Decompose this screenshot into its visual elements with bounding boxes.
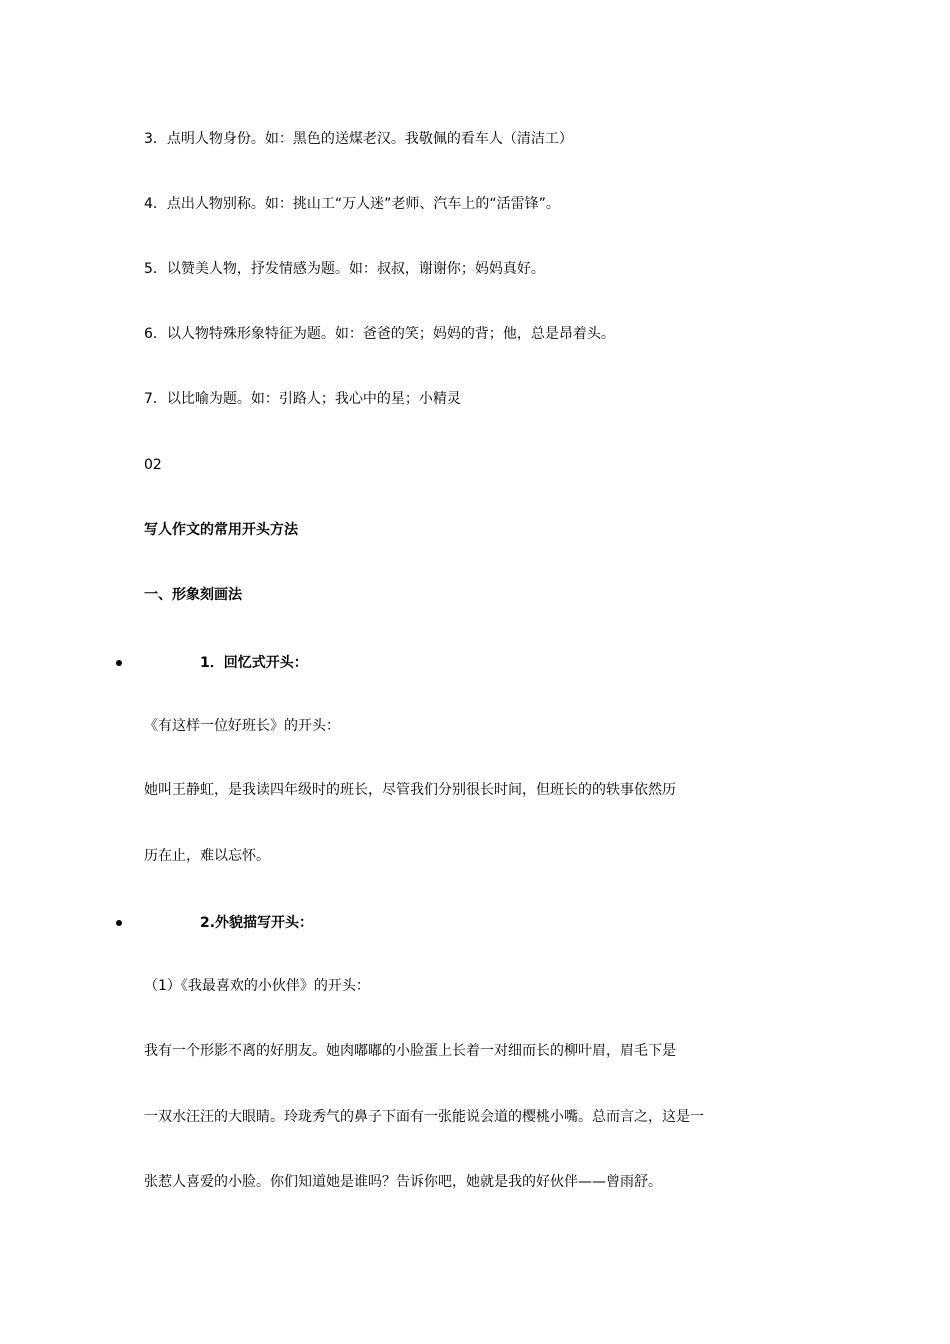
- bullet-icon: [116, 920, 122, 926]
- list-item-7: 7．以比喻为题。如：引路人；我心中的星；小精灵: [144, 391, 461, 407]
- method1-heading: 1．回忆式开头：: [200, 655, 308, 671]
- list-item-3: 3．点明人物身份。如：黑色的送煤老汉。我敬佩的看车人（清洁工）: [144, 131, 573, 147]
- method1-paragraph-line2: 历在止，难以忘怀。: [144, 848, 270, 864]
- method2-source: （1）《我最喜欢的小伙伴》的开头：: [144, 978, 370, 994]
- subsection-title: 一、形象刻画法: [144, 587, 242, 603]
- method2-paragraph-line2: 一双水汪汪的大眼睛。玲珑秀气的鼻子下面有一张能说会道的樱桃小嘴。总而言之，这是一: [144, 1109, 704, 1125]
- method1-source: 《有这样一位好班长》的开头：: [144, 718, 340, 734]
- list-item-5: 5．以赞美人物，抒发情感为题。如：叔叔，谢谢你；妈妈真好。: [144, 261, 545, 277]
- bullet-item-method1: [0, 653, 950, 673]
- method2-paragraph-line3: 张惹人喜爱的小脸。你们知道她是谁吗？告诉你吧，她就是我的好伙伴——曾雨舒。: [144, 1174, 662, 1190]
- section-number: 02: [144, 457, 162, 473]
- method2-paragraph-line1: 我有一个形影不离的好朋友。她肉嘟嘟的小脸蛋上长着一对细而长的柳叶眉，眉毛下是: [144, 1043, 676, 1059]
- method1-paragraph-line1: 她叫王静虹，是我读四年级时的班长，尽管我们分别很长时间，但班长的的轶事依然历: [144, 782, 676, 798]
- list-item-6: 6．以人物特殊形象特征为题。如：爸爸的笑；妈妈的背；他，总是昂着头。: [144, 326, 615, 342]
- bullet-icon: [116, 660, 122, 666]
- method2-heading: 2.外貌描写开头：: [200, 915, 314, 931]
- bullet-item-method2: [0, 913, 950, 933]
- list-item-4: 4．点出人物别称。如：挑山工“万人迷”老师、汽车上的“活雷锋”。: [144, 196, 560, 212]
- section-title: 写人作文的常用开头方法: [144, 522, 298, 538]
